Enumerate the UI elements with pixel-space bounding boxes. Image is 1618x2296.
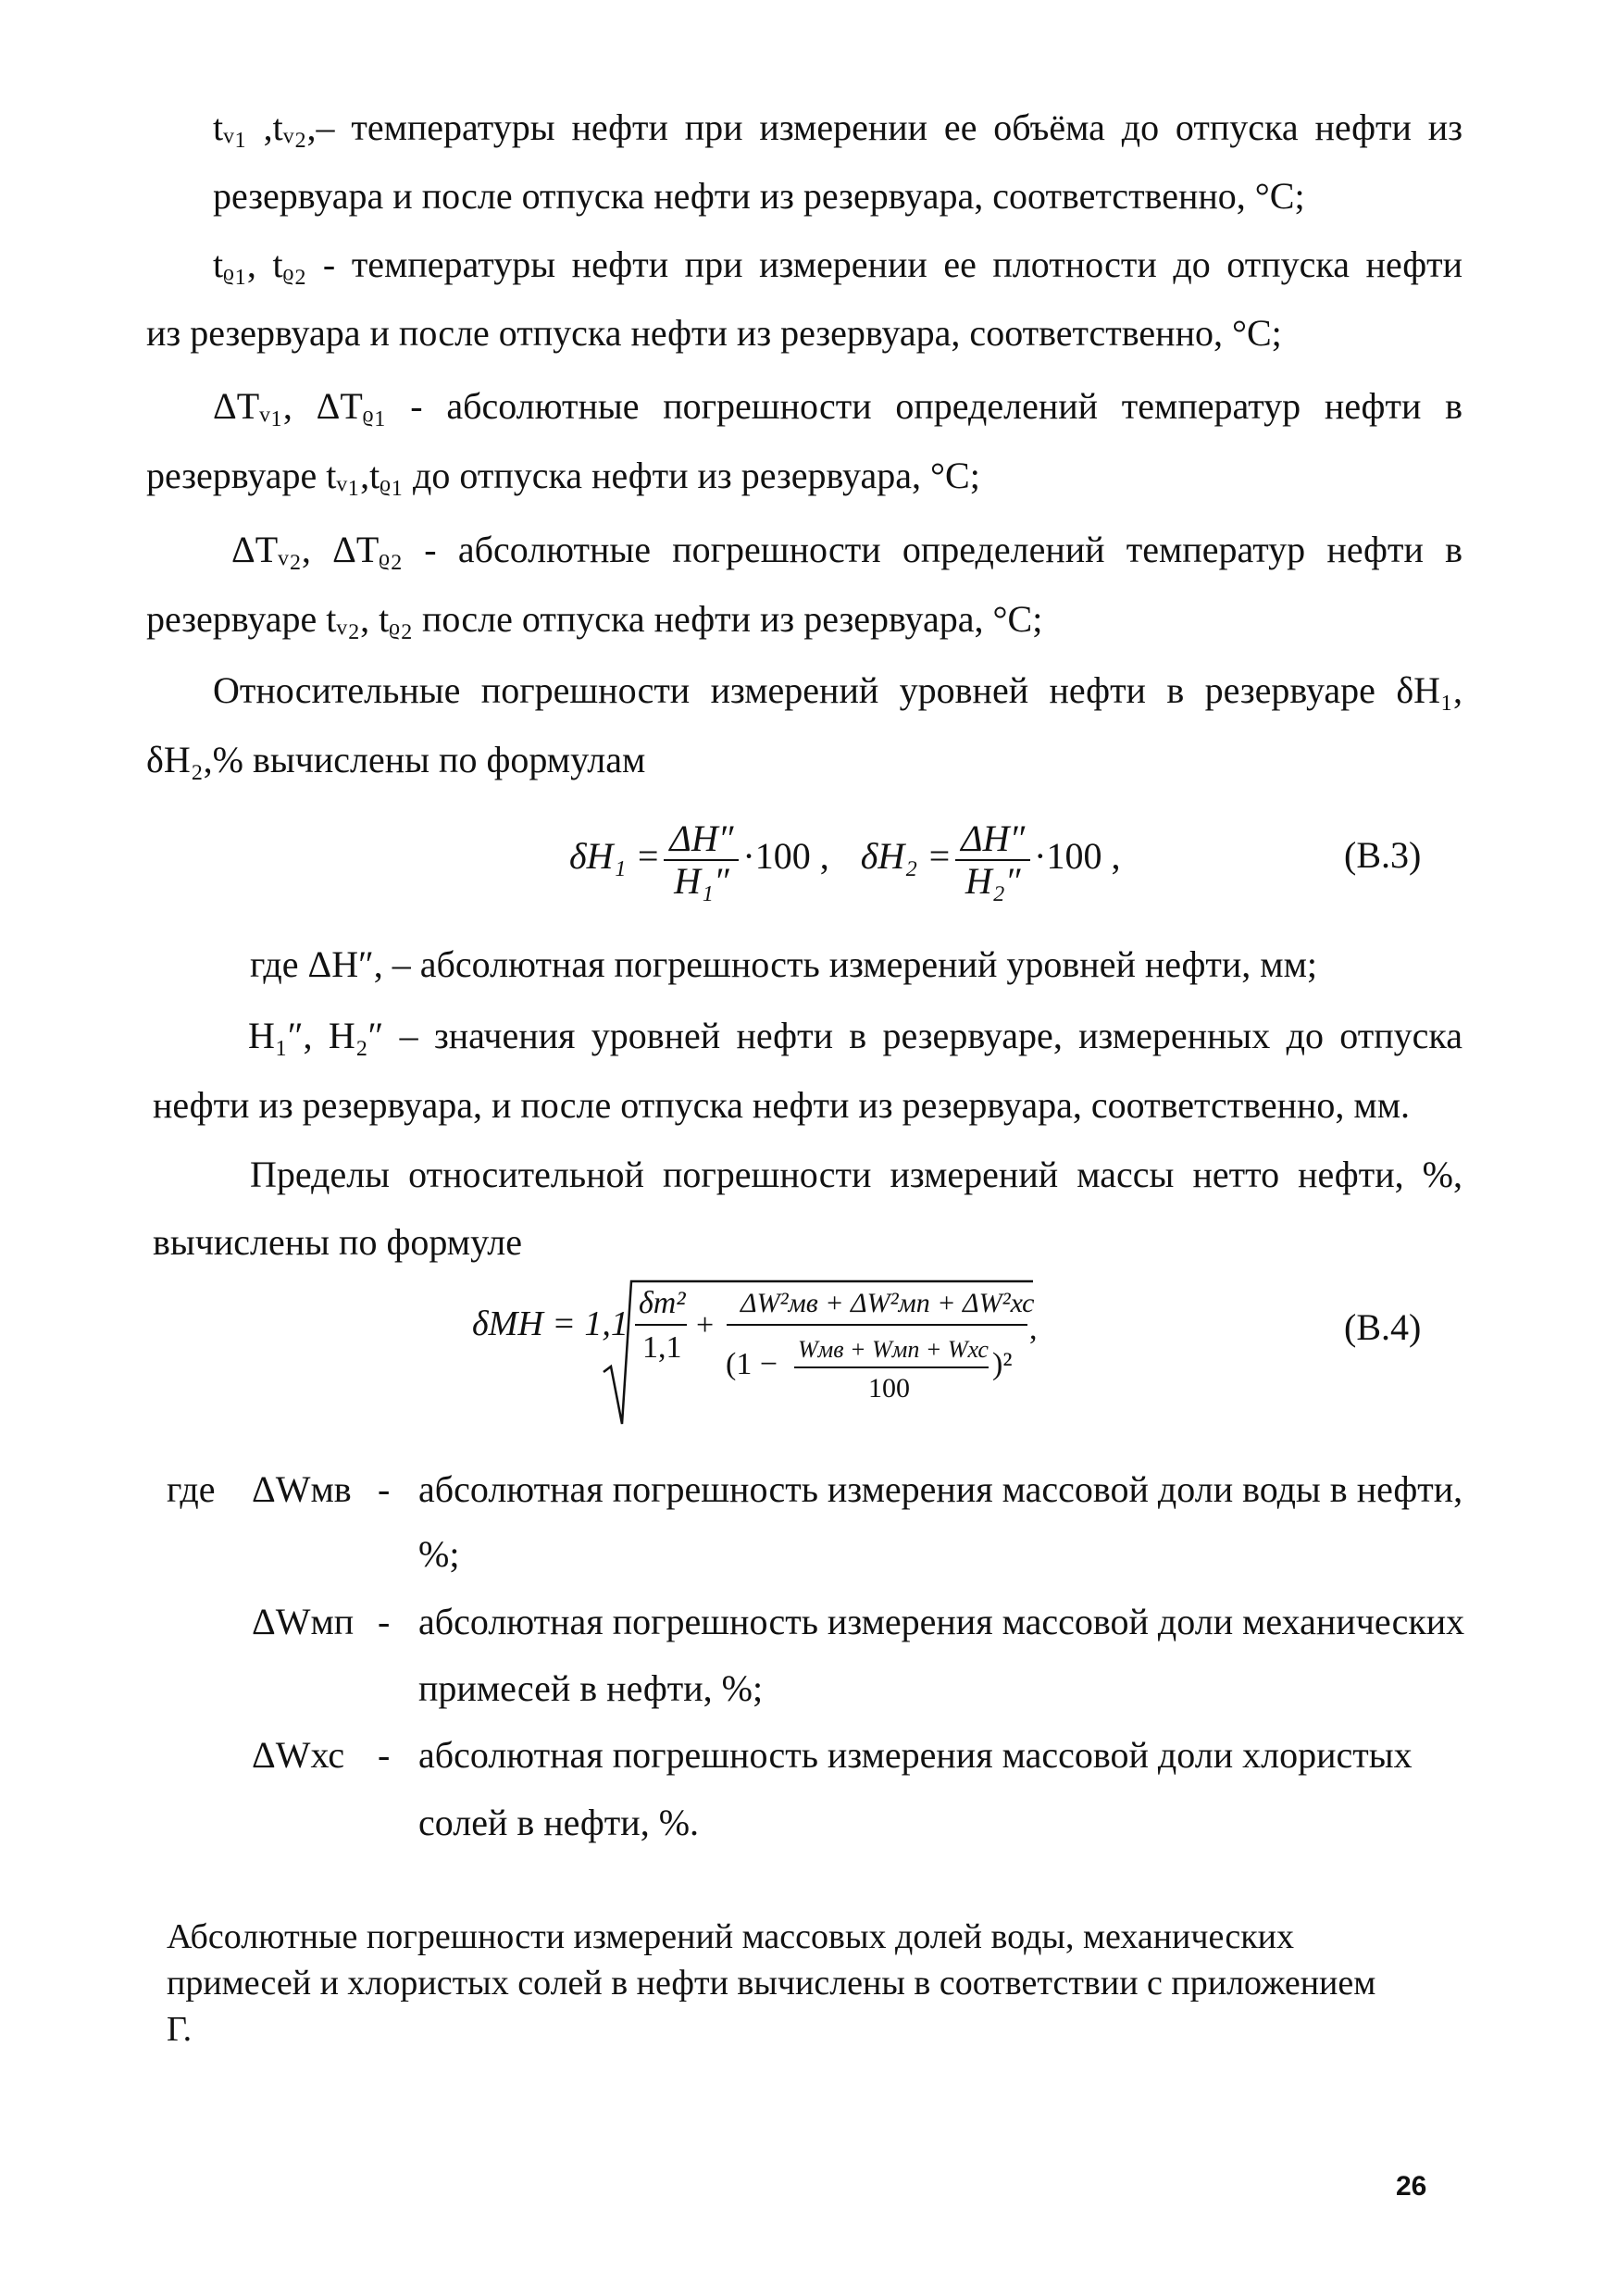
text-line-14: Пределы относительной погрешности измерений массы нетто нефти, %, (250, 1154, 1462, 1195)
definition-dash: - (378, 1734, 391, 1776)
page-number: 26 (1396, 2171, 1427, 2202)
text-line-8: резервуаре tᵥ₂, tᵨ₂ после отпуска нефти из резервуара, °C; (146, 598, 1043, 640)
formula-b4-term2-den-num: Wмв + Wмп + Wхс (798, 1336, 989, 1363)
formula-b4-plus: + (696, 1308, 715, 1342)
definition-symbol-whs: ΔWхс (252, 1734, 345, 1776)
formula-b4-term2-den-den: 100 (868, 1373, 910, 1404)
definition-text-whs-2: солей в нефти, %. (418, 1802, 700, 1843)
definition-text-wmp-1: абсолютная погрешность измерения массовой доли механических (418, 1601, 1465, 1642)
text-line-7: ΔTᵥ₂, ΔTᵨ₂ - абсолютные погрешности определений температур нефти в (231, 529, 1462, 570)
definition-text-whs-1: абсолютная погрешность измерения массовой доли хлористых (418, 1734, 1413, 1776)
equation-number-b4: (B.4) (1344, 1306, 1422, 1348)
formula-b4-lhs: δMН = 1,1 (472, 1304, 629, 1343)
closing-line-3: Г. (167, 2010, 193, 2049)
formula-b3-mul1: ·100 , (742, 835, 829, 877)
text-line-3: tᵨ₁, tᵨ₂ - температуры нефти при измерении ее плотности до отпуска нефти (213, 243, 1462, 285)
closing-line-2: примесей и хлористых солей в нефти вычислены в соответствии с приложением (167, 1964, 1376, 2003)
definition-text-wmp-2: примесей в нефти, %; (418, 1667, 764, 1709)
formula-b3-num1: ΔH″ (664, 820, 739, 861)
definition-dash: - (378, 1601, 391, 1642)
definition-dash: - (378, 1468, 391, 1510)
formula-b3-lhs1: δH₁ = (569, 835, 661, 877)
formula-b3-den2: H₂″ (965, 859, 1021, 902)
closing-line-1: Абсолютные погрешности измерений массовых долей воды, механических (167, 1917, 1294, 1956)
definition-symbol-wmv: ΔWмв (252, 1468, 352, 1510)
equation-number-b3: (B.3) (1344, 834, 1422, 876)
formula-b4-tail: , (1029, 1312, 1038, 1346)
formula-b3-num2: ΔH″ (955, 820, 1030, 861)
text-line-10: δH₂,% вычислены по формулам (146, 739, 646, 780)
definition-text-wmv-1: абсолютная погрешность измерения массовой доли воды в нефти, (418, 1468, 1463, 1510)
text-line-11: где ΔH″, – абсолютная погрешность измерений уровней нефти, мм; (250, 943, 1318, 985)
formula-b4-term1-num: δm² (639, 1286, 686, 1320)
formula-b4-term2-num: ΔW²мв + ΔW²мп + ΔW²хс (741, 1288, 1035, 1318)
text-line-5: ΔTᵥ₁, ΔTᵨ₁ - абсолютные погрешности определений температур нефти в (213, 385, 1462, 427)
formula-b3-lhs2: δH₂ = (860, 835, 952, 877)
text-line-9: Относительные погрешности измерений уровней нефти в резервуаре δH₁, (213, 669, 1462, 711)
text-line-4: из резервуара и после отпуска нефти из резервуара, соответственно, °C; (146, 312, 1282, 354)
formula-b4-term2-den-close: )² (992, 1347, 1013, 1381)
text-line-15: вычислены по формуле (153, 1221, 523, 1263)
text-line-13: нефти из резервуара, и после отпуска нефти из резервуара, соответственно, мм. (153, 1084, 1411, 1126)
text-line-2: резервуара и после отпуска нефти из резервуара, соответственно, °C; (213, 175, 1305, 217)
formula-b4-term2-den-open: (1 − (726, 1347, 778, 1381)
definition-text-wmv-2: %; (418, 1533, 460, 1575)
definition-prefix: где (167, 1468, 216, 1510)
text-line-1: tᵥ₁ ,tᵥ₂,– температуры нефти при измерении ее объёма до отпуска нефти из (213, 106, 1462, 148)
formula-b3-mul2: ·100 , (1034, 835, 1121, 877)
text-line-12: H₁″, H₂″ – значения уровней нефти в резервуаре, измеренных до отпуска (248, 1015, 1462, 1056)
formula-b3-den1: H₁″ (674, 859, 729, 902)
formula-b4-term1-den: 1,1 (642, 1330, 682, 1365)
definition-symbol-wmp: ΔWмп (252, 1601, 355, 1642)
text-line-6: резервуаре tᵥ₁,tᵨ₁ до отпуска нефти из резервуара, °C; (146, 455, 980, 496)
